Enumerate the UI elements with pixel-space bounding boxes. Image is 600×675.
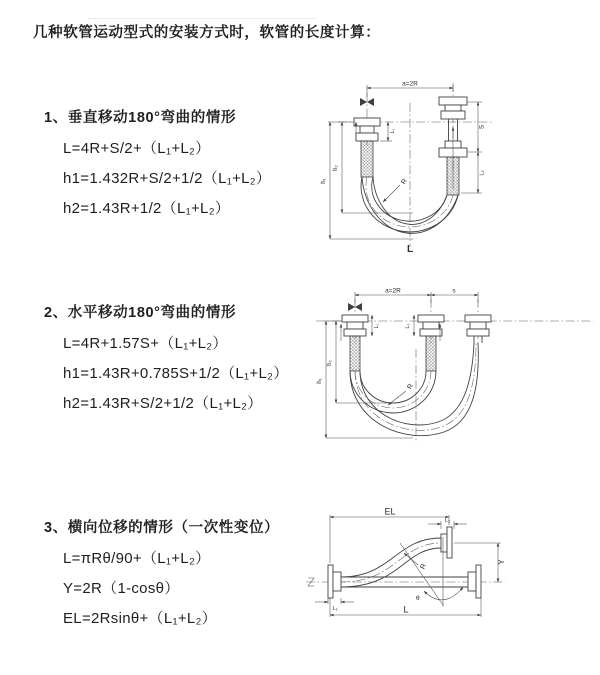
dim-label-s: s	[452, 287, 456, 295]
dim-label-radius: R	[400, 177, 409, 186]
vertical-movement-diagram	[310, 75, 590, 255]
flange-1	[342, 315, 368, 336]
displaced-hose-curve	[341, 538, 441, 587]
lateral-displacement-diagram	[298, 503, 598, 645]
dim-label-l1: L₁	[332, 606, 338, 612]
dim-label-h1: h₁	[317, 378, 323, 384]
dim-label-s: S	[478, 124, 486, 130]
middle-braided-hose	[426, 336, 436, 371]
dim-label-l2: L₂	[405, 323, 411, 329]
dim-label-span: a=2R	[402, 80, 418, 88]
section-3-formula-el: EL=2Rsinθ+（L₁+L₂）	[63, 610, 217, 627]
hose-bend-arcs	[361, 177, 458, 233]
left-braided-hose	[350, 336, 360, 371]
extension-lines-left	[324, 321, 413, 438]
radius-leader-arrow	[404, 553, 418, 565]
left-flange	[328, 565, 341, 598]
section-3-heading: 3、横向位移的情形（一次性变位）	[44, 520, 280, 536]
section-2-formula-l: L=4R+1.57S+（L₁+L₂）	[63, 335, 228, 352]
dim-label-radius: R	[406, 382, 415, 391]
theta-angle-arrow	[424, 587, 463, 600]
extension-lines-top	[355, 292, 478, 303]
dim-label-radius: R	[419, 562, 428, 571]
dim-label-length: L	[403, 604, 409, 615]
radius-leader-arrow	[383, 185, 400, 202]
dim-label-el: EL	[384, 506, 396, 517]
page-title: 几种软管运动型式的安装方式时，软管的长度计算：	[33, 25, 381, 41]
section-1-heading: 1、垂直移动180°弯曲的情形	[44, 110, 237, 126]
dim-label-y: Y	[497, 559, 506, 565]
left-braided-hose	[361, 141, 373, 177]
dim-label-h1: h₁	[321, 178, 327, 184]
section-3-formula-l: L=πRθ/90+（L₁+L₂）	[63, 550, 211, 567]
hose-arcs-position-1	[350, 371, 436, 413]
left-flange	[354, 118, 380, 141]
right-flange	[468, 565, 481, 598]
dim-label-l1: L₁	[374, 323, 380, 329]
dim-label-theta: θ	[416, 595, 420, 602]
dim-label-l1: L₁	[390, 128, 396, 134]
scan-artifact-line	[88, 18, 316, 19]
section-1-formula-l: L=4R+S/2+（L₁+L₂）	[63, 140, 211, 157]
section-1-formula-h1: h1=1.432R+S/2+1/2（L₁+L₂）	[63, 170, 272, 187]
horizontal-movement-diagram	[308, 283, 598, 451]
section-2-heading: 2、水平移动180°弯曲的情形	[44, 305, 237, 321]
section-2-formula-h1: h1=1.43R+0.785S+1/2（L₁+L₂）	[63, 365, 289, 382]
section-3-formula-y: Y=2R（1-cosθ）	[63, 580, 180, 597]
section-2-formula-h2: h2=1.43R+S/2+1/2（L₁+L₂）	[63, 395, 263, 412]
right-upper-flange	[439, 97, 467, 119]
dim-label-h2: h₂	[327, 360, 333, 366]
section-1-formula-h2: h2=1.43R+1/2（L₁+L₂）	[63, 200, 231, 217]
dim-label-l2: L₂	[444, 518, 451, 524]
dim-label-h2: h₂	[333, 165, 339, 171]
dim-label-span: a=2R	[385, 287, 401, 295]
dim-label-length: L	[406, 244, 414, 255]
flange-3-displaced	[465, 315, 491, 336]
dim-label-l2: L₂	[479, 170, 486, 176]
upper-flange-displaced	[441, 527, 452, 558]
hose-arcs-position-2	[350, 343, 478, 436]
